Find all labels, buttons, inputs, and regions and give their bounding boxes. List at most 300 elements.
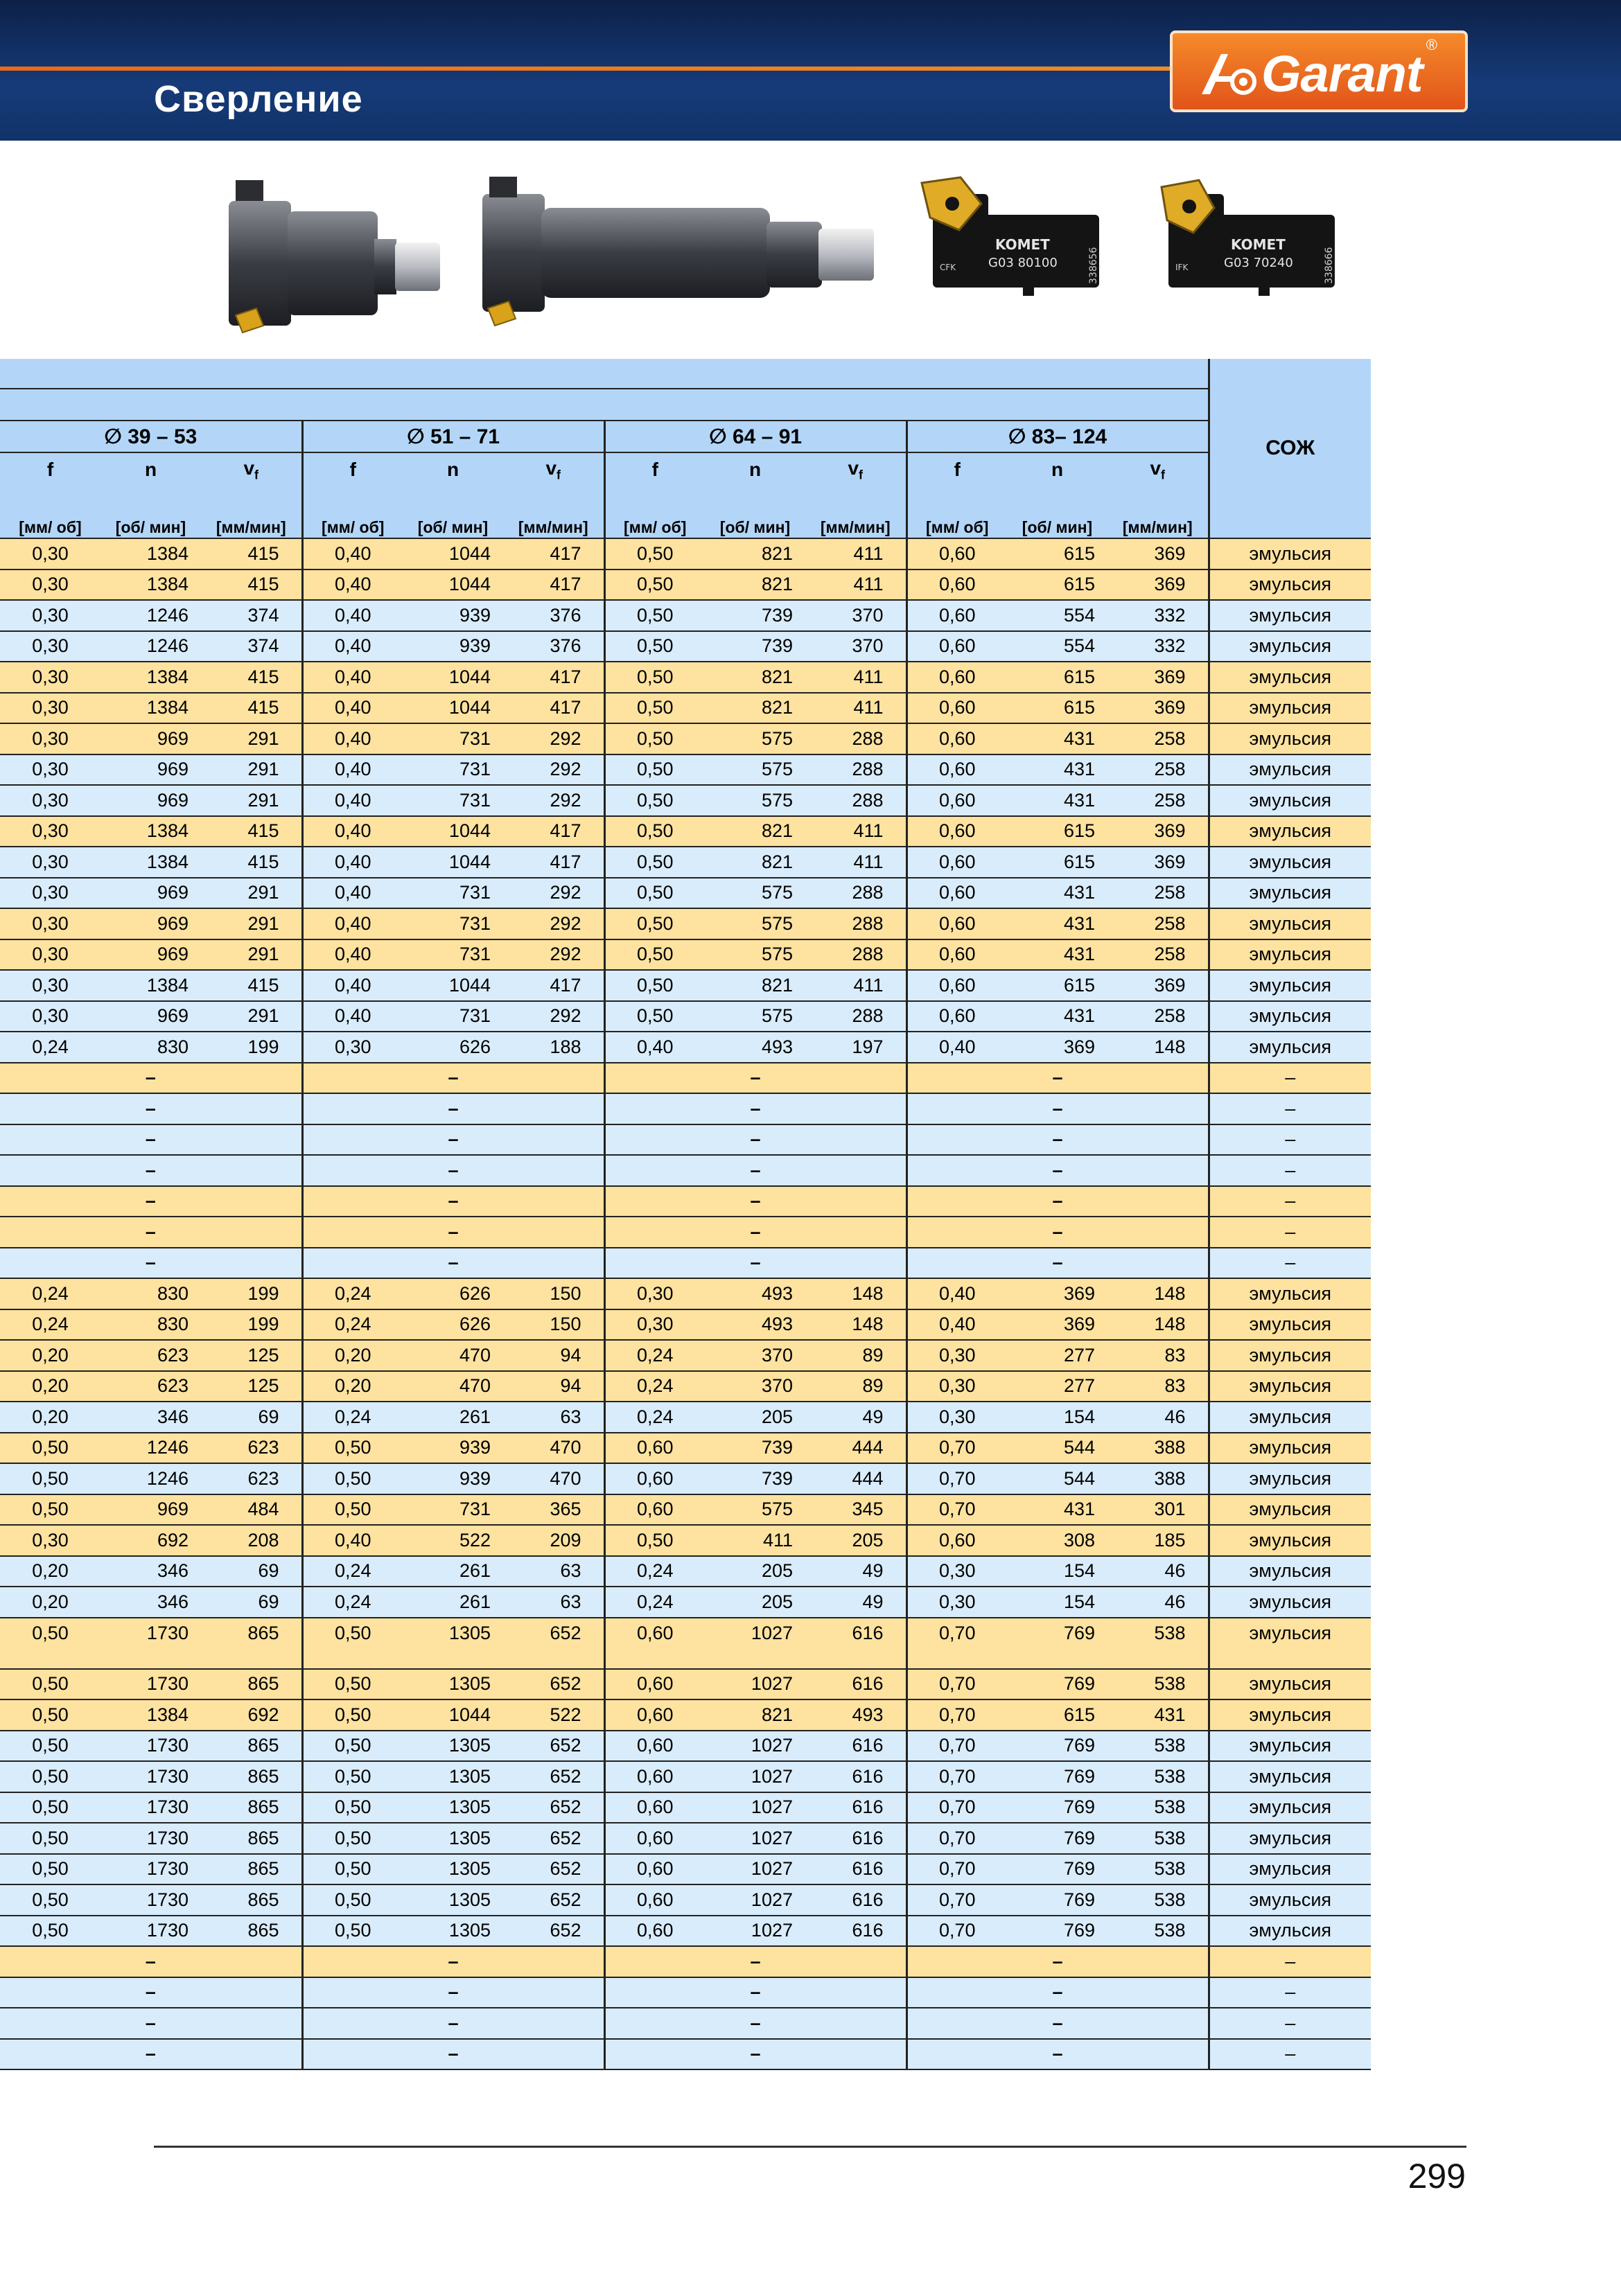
table-cell-f: 0,20 <box>0 1402 100 1433</box>
table-cell-n: 1027 <box>705 1854 805 1885</box>
table-row <box>0 1371 1371 1402</box>
table-cell-vf: 258 <box>1107 908 1209 939</box>
table-cell-coolant: эмульсия <box>1209 1884 1371 1916</box>
table-cell-n: 346 <box>100 1402 201 1433</box>
table-cell-f: 0,70 <box>906 1916 1007 1947</box>
table-cell-n: 969 <box>100 1001 201 1032</box>
param-row <box>0 452 1371 486</box>
table-cell-dash: – <box>0 2039 302 2070</box>
table-cell-vf: 538 <box>1107 1761 1209 1792</box>
table-cell-n: 411 <box>705 1525 805 1556</box>
table-cell-dash: – <box>302 1063 604 1094</box>
table-row <box>0 1669 1371 1700</box>
table-cell-vf: 415 <box>201 538 302 569</box>
table-cell-f: 0,70 <box>906 1823 1007 1854</box>
table-cell-f: 0,50 <box>604 970 705 1001</box>
unit-row <box>0 486 1371 538</box>
table-cell-vf: 288 <box>805 1001 906 1032</box>
table-cell-f: 0,50 <box>302 1494 403 1526</box>
table-row <box>0 1063 1371 1094</box>
table-cell-n: 731 <box>403 1001 503 1032</box>
table-cell-vf: 865 <box>201 1823 302 1854</box>
table-cell-f: 0,60 <box>604 1618 705 1669</box>
table-cell-f: 0,50 <box>0 1884 100 1916</box>
table-row <box>0 1884 1371 1916</box>
table-cell-n: 1027 <box>705 1669 805 1700</box>
table-cell-n: 626 <box>403 1278 503 1309</box>
table-cell-vf: 291 <box>201 878 302 909</box>
registered-mark: ® <box>1426 36 1437 53</box>
table-cell-f: 0,50 <box>0 1731 100 1762</box>
table-cell-n: 1027 <box>705 1884 805 1916</box>
drill-head-long-image <box>475 173 884 333</box>
unit-header: [об/ мин] <box>705 486 805 538</box>
table-cell-vf: 258 <box>1107 939 1209 971</box>
cutting-data-body <box>0 359 1371 2069</box>
table-cell-coolant: эмульсия <box>1209 1731 1371 1762</box>
table-row <box>0 939 1371 971</box>
table-cell-f: 0,50 <box>0 1494 100 1526</box>
table-cell-f: 0,50 <box>0 1761 100 1792</box>
table-cell-dash: – <box>604 1977 906 2008</box>
table-cell-vf: 538 <box>1107 1731 1209 1762</box>
table-cell-f: 0,50 <box>604 908 705 939</box>
table-cell-n: 1384 <box>100 569 201 601</box>
table-cell-f: 0,30 <box>0 816 100 847</box>
garant-logo-icon <box>1198 48 1260 98</box>
table-cell-f: 0,50 <box>0 1699 100 1731</box>
table-cell-vf: 417 <box>503 569 604 601</box>
table-cell-f: 0,30 <box>0 908 100 939</box>
table-cell-dash: – <box>604 1248 906 1279</box>
table-cell-vf: 411 <box>805 693 906 724</box>
table-cell-f: 0,24 <box>302 1556 403 1587</box>
table-cell-n: 431 <box>1007 939 1107 971</box>
table-cell-f: 0,50 <box>604 569 705 601</box>
table-cell-vf: 258 <box>1107 754 1209 786</box>
table-cell-dash: – <box>604 2008 906 2039</box>
table-cell-n: 1044 <box>403 970 503 1001</box>
table-cell-f: 0,40 <box>604 1032 705 1063</box>
table-cell-vf: 865 <box>201 1669 302 1700</box>
table-cell-n: 939 <box>403 1433 503 1464</box>
param-header-f: f <box>0 452 100 486</box>
table-cell-f: 0,50 <box>604 538 705 569</box>
table-cell-vf: 292 <box>503 723 604 754</box>
table-cell-n: 1730 <box>100 1854 201 1885</box>
table-cell-vf: 376 <box>503 631 604 662</box>
table-cell-vf: 301 <box>1107 1494 1209 1526</box>
unit-header: [мм/мин] <box>201 486 302 538</box>
table-cell-f: 0,70 <box>906 1854 1007 1885</box>
table-cell-f: 0,50 <box>302 1669 403 1700</box>
table-cell-vf: 652 <box>503 1823 604 1854</box>
table-cell-vf: 125 <box>201 1371 302 1402</box>
table-cell-n: 1246 <box>100 1433 201 1464</box>
table-cell-f: 0,60 <box>906 754 1007 786</box>
table-cell-n: 1730 <box>100 1731 201 1762</box>
table-cell-vf: 376 <box>503 600 604 631</box>
table-cell-f: 0,50 <box>604 939 705 971</box>
table-cell-coolant: – <box>1209 1248 1371 1279</box>
table-cell-n: 1027 <box>705 1761 805 1792</box>
table-cell-vf: 493 <box>805 1699 906 1731</box>
table-row <box>0 1977 1371 2008</box>
table-cell-vf: 369 <box>1107 970 1209 1001</box>
table-cell-vf: 288 <box>805 754 906 786</box>
unit-header: [мм/ об] <box>906 486 1007 538</box>
table-cell-f: 0,40 <box>302 878 403 909</box>
table-cell-vf: 652 <box>503 1792 604 1823</box>
table-cell-vf: 258 <box>1107 785 1209 816</box>
table-cell-f: 0,30 <box>0 878 100 909</box>
table-cell-vf: 63 <box>503 1556 604 1587</box>
table-cell-n: 277 <box>1007 1371 1107 1402</box>
table-row <box>0 723 1371 754</box>
table-cell-vf: 616 <box>805 1884 906 1916</box>
table-cell-n: 1305 <box>403 1669 503 1700</box>
table-cell-f: 0,30 <box>0 785 100 816</box>
table-cell-f: 0,50 <box>604 1001 705 1032</box>
table-cell-n: 1027 <box>705 1618 805 1669</box>
table-cell-vf: 94 <box>503 1371 604 1402</box>
table-row <box>0 1854 1371 1885</box>
param-header-n: n <box>1007 452 1107 486</box>
table-cell-vf: 444 <box>805 1463 906 1494</box>
table-cell-coolant: эмульсия <box>1209 1309 1371 1341</box>
table-cell-vf: 415 <box>201 662 302 693</box>
table-cell-f: 0,24 <box>604 1340 705 1371</box>
table-cell-vf: 291 <box>201 1001 302 1032</box>
table-cell-vf: 444 <box>805 1433 906 1464</box>
product-images <box>0 152 1621 346</box>
table-cell-dash: – <box>906 2008 1209 2039</box>
table-cell-f: 0,70 <box>906 1884 1007 1916</box>
unit-header: [об/ мин] <box>403 486 503 538</box>
table-cell-n: 261 <box>403 1556 503 1587</box>
table-cell-vf: 616 <box>805 1761 906 1792</box>
unit-header: [мм/мин] <box>1107 486 1209 538</box>
table-cell-n: 615 <box>1007 970 1107 1001</box>
table-cell-f: 0,20 <box>0 1340 100 1371</box>
table-cell-dash: – <box>604 1093 906 1124</box>
table-row <box>0 1032 1371 1063</box>
table-cell-f: 0,30 <box>604 1309 705 1341</box>
table-cell-vf: 332 <box>1107 631 1209 662</box>
table-cell-f: 0,60 <box>906 908 1007 939</box>
table-cell-n: 431 <box>1007 723 1107 754</box>
table-cell-vf: 46 <box>1107 1587 1209 1618</box>
table-cell-coolant: эмульсия <box>1209 723 1371 754</box>
table-cell-f: 0,30 <box>0 970 100 1001</box>
table-cell-n: 431 <box>1007 908 1107 939</box>
table-cell-vf: 291 <box>201 754 302 786</box>
table-cell-coolant: эмульсия <box>1209 1761 1371 1792</box>
table-row <box>0 662 1371 693</box>
table-cell-n: 769 <box>1007 1916 1107 1947</box>
table-row <box>0 693 1371 724</box>
param-header-vf: $v_f$ <box>1107 452 1209 486</box>
table-row <box>0 1309 1371 1341</box>
table-cell-n: 731 <box>403 1494 503 1526</box>
table-cell-vf: 292 <box>503 878 604 909</box>
table-cell-f: 0,40 <box>302 939 403 971</box>
table-cell-n: 769 <box>1007 1731 1107 1762</box>
table-row <box>0 785 1371 816</box>
table-cell-dash: – <box>604 1217 906 1248</box>
table-cell-n: 575 <box>705 908 805 939</box>
table-cell-dash: – <box>302 1217 604 1248</box>
table-cell-vf: 538 <box>1107 1792 1209 1823</box>
table-cell-dash: – <box>302 2008 604 2039</box>
table-cell-vf: 417 <box>503 662 604 693</box>
table-cell-coolant: – <box>1209 2039 1371 2070</box>
table-cell-coolant: – <box>1209 1063 1371 1094</box>
table-cell-n: 1384 <box>100 538 201 569</box>
table-cell-n: 769 <box>1007 1618 1107 1669</box>
table-cell-f: 0,24 <box>0 1032 100 1063</box>
table-row <box>0 1792 1371 1823</box>
table-cell-n: 731 <box>403 878 503 909</box>
table-cell-n: 575 <box>705 785 805 816</box>
table-cell-n: 769 <box>1007 1854 1107 1885</box>
table-cell-f: 0,50 <box>302 1916 403 1947</box>
table-cell-n: 769 <box>1007 1669 1107 1700</box>
table-cell-vf: 431 <box>1107 1699 1209 1731</box>
table-cell-n: 431 <box>1007 785 1107 816</box>
table-cell-dash: – <box>302 1977 604 2008</box>
table-cell-vf: 865 <box>201 1761 302 1792</box>
table-cell-n: 1246 <box>100 600 201 631</box>
table-cell-vf: 369 <box>1107 538 1209 569</box>
table-cell-coolant: эмульсия <box>1209 538 1371 569</box>
table-cell-f: 0,50 <box>604 754 705 786</box>
table-row <box>0 1155 1371 1186</box>
table-cell-n: 821 <box>705 816 805 847</box>
table-cell-vf: 258 <box>1107 878 1209 909</box>
table-cell-vf: 292 <box>503 908 604 939</box>
table-cell-vf: 288 <box>805 939 906 971</box>
table-cell-f: 0,50 <box>0 1618 100 1669</box>
table-cell-n: 1305 <box>403 1792 503 1823</box>
table-cell-f: 0,40 <box>302 723 403 754</box>
table-row <box>0 878 1371 909</box>
table-cell-vf: 69 <box>201 1556 302 1587</box>
table-cell-f: 0,20 <box>302 1371 403 1402</box>
table-cell-n: 1730 <box>100 1916 201 1947</box>
table-cell-vf: 332 <box>1107 600 1209 631</box>
table-row <box>0 1248 1371 1279</box>
table-cell-f: 0,30 <box>906 1587 1007 1618</box>
table-cell-dash: – <box>906 2039 1209 2070</box>
table-cell-n: 1044 <box>403 569 503 601</box>
param-header-f: f <box>604 452 705 486</box>
table-cell-vf: 49 <box>805 1402 906 1433</box>
table-cell-dash: – <box>0 1248 302 1279</box>
table-cell-vf: 616 <box>805 1792 906 1823</box>
table-cell-vf: 374 <box>201 631 302 662</box>
table-cell-n: 431 <box>1007 754 1107 786</box>
unit-header: [мм/ об] <box>302 486 403 538</box>
table-cell-f: 0,20 <box>0 1371 100 1402</box>
param-header-vf: $v_f$ <box>201 452 302 486</box>
table-cell-f: 0,24 <box>604 1587 705 1618</box>
drill-head-short-image <box>222 173 450 346</box>
table-cell-coolant: эмульсия <box>1209 693 1371 724</box>
table-cell-f: 0,20 <box>302 1340 403 1371</box>
table-cell-f: 0,50 <box>604 785 705 816</box>
table-cell-vf: 369 <box>1107 662 1209 693</box>
table-cell-coolant: эмульсия <box>1209 1494 1371 1526</box>
table-cell-coolant: эмульсия <box>1209 1525 1371 1556</box>
table-row <box>0 1618 1371 1669</box>
table-cell-dash: – <box>906 1124 1209 1156</box>
table-cell-f: 0,24 <box>604 1402 705 1433</box>
table-cell-n: 1027 <box>705 1823 805 1854</box>
table-cell-n: 1384 <box>100 816 201 847</box>
table-cell-dash: – <box>302 1946 604 1977</box>
table-cell-f: 0,70 <box>906 1731 1007 1762</box>
table-cell-dash: – <box>604 1946 906 1977</box>
table-row <box>0 1217 1371 1248</box>
table-cell-coolant: эмульсия <box>1209 1463 1371 1494</box>
table-cell-dash: – <box>604 2039 906 2070</box>
table-cell-f: 0,40 <box>906 1278 1007 1309</box>
table-cell-coolant: – <box>1209 1946 1371 1977</box>
table-cell-f: 0,70 <box>906 1761 1007 1792</box>
table-cell-f: 0,50 <box>604 816 705 847</box>
cartridge-1-side: CFK <box>940 263 956 272</box>
table-cell-coolant: эмульсия <box>1209 908 1371 939</box>
table-cell-n: 1305 <box>403 1823 503 1854</box>
table-cell-f: 0,50 <box>302 1854 403 1885</box>
table-cell-coolant: эмульсия <box>1209 1556 1371 1587</box>
table-cell-vf: 411 <box>805 816 906 847</box>
table-cell-f: 0,50 <box>0 1792 100 1823</box>
table-cell-f: 0,50 <box>604 878 705 909</box>
table-cell-n: 369 <box>1007 1278 1107 1309</box>
table-cell-n: 821 <box>705 1699 805 1731</box>
table-cell-f: 0,60 <box>906 847 1007 878</box>
table-cell-dash: – <box>906 1217 1209 1248</box>
table-cell-n: 1384 <box>100 662 201 693</box>
table-cell-vf: 148 <box>805 1278 906 1309</box>
table-cell-f: 0,40 <box>302 600 403 631</box>
table-cell-vf: 415 <box>201 816 302 847</box>
diameter-group-header: ∅ 83– 124 <box>906 421 1209 452</box>
table-cell-f: 0,70 <box>906 1699 1007 1731</box>
table-cell-f: 0,20 <box>0 1556 100 1587</box>
table-cell-n: 615 <box>1007 662 1107 693</box>
table-cell-n: 969 <box>100 878 201 909</box>
table-cell-n: 939 <box>403 600 503 631</box>
table-cell-n: 1044 <box>403 816 503 847</box>
diameter-group-header: ∅ 64 – 91 <box>604 421 906 452</box>
table-row <box>0 1402 1371 1433</box>
table-cell-f: 0,50 <box>302 1731 403 1762</box>
table-cell-vf: 148 <box>805 1309 906 1341</box>
brand-name: Garant <box>1261 45 1423 103</box>
table-cell-n: 830 <box>100 1032 201 1063</box>
table-cell-f: 0,24 <box>0 1278 100 1309</box>
table-cell-coolant: эмульсия <box>1209 1340 1371 1371</box>
table-cell-coolant: эмульсия <box>1209 1402 1371 1433</box>
table-cell-vf: 150 <box>503 1309 604 1341</box>
table-cell-f: 0,30 <box>0 600 100 631</box>
table-cell-vf: 623 <box>201 1433 302 1464</box>
table-cell-vf: 865 <box>201 1792 302 1823</box>
table-cell-dash: – <box>302 1124 604 1156</box>
table-cell-f: 0,40 <box>302 693 403 724</box>
table-cell-vf: 94 <box>503 1340 604 1371</box>
table-cell-vf: 415 <box>201 693 302 724</box>
table-cell-vf: 652 <box>503 1761 604 1792</box>
table-cell-f: 0,30 <box>0 939 100 971</box>
table-cell-vf: 148 <box>1107 1278 1209 1309</box>
table-cell-n: 1044 <box>403 693 503 724</box>
table-cell-n: 493 <box>705 1309 805 1341</box>
cutting-data-grid <box>0 359 1371 2070</box>
table-cell-dash: – <box>0 1217 302 1248</box>
table-cell-vf: 865 <box>201 1884 302 1916</box>
table-cell-f: 0,50 <box>302 1618 403 1669</box>
table-cell-dash: – <box>0 1093 302 1124</box>
table-cell-n: 1027 <box>705 1731 805 1762</box>
table-cell-f: 0,60 <box>906 600 1007 631</box>
table-cell-f: 0,40 <box>906 1309 1007 1341</box>
table-cell-coolant: – <box>1209 1155 1371 1186</box>
table-cell-f: 0,30 <box>906 1371 1007 1402</box>
table-cell-f: 0,60 <box>906 939 1007 971</box>
table-cell-vf: 292 <box>503 939 604 971</box>
table-cell-n: 739 <box>705 600 805 631</box>
table-cell-n: 821 <box>705 538 805 569</box>
table-cell-n: 623 <box>100 1340 201 1371</box>
table-cell-dash: – <box>0 1946 302 1977</box>
table-cell-f: 0,40 <box>302 569 403 601</box>
table-cell-f: 0,70 <box>906 1669 1007 1700</box>
table-row <box>0 1340 1371 1371</box>
table-cell-vf: 538 <box>1107 1884 1209 1916</box>
table-cell-vf: 415 <box>201 569 302 601</box>
table-row <box>0 2039 1371 2070</box>
table-cell-f: 0,30 <box>0 847 100 878</box>
table-cell-coolant: эмульсия <box>1209 1001 1371 1032</box>
table-cell-coolant: эмульсия <box>1209 1032 1371 1063</box>
param-header-n: n <box>403 452 503 486</box>
table-cell-vf: 652 <box>503 1731 604 1762</box>
table-cell-f: 0,60 <box>604 1792 705 1823</box>
table-cell-vf: 411 <box>805 569 906 601</box>
table-cell-coolant: эмульсия <box>1209 1854 1371 1885</box>
table-cell-vf: 865 <box>201 1731 302 1762</box>
table-cell-n: 1246 <box>100 1463 201 1494</box>
table-cell-vf: 291 <box>201 939 302 971</box>
table-cell-dash: – <box>0 1124 302 1156</box>
table-cell-n: 769 <box>1007 1884 1107 1916</box>
table-cell-vf: 370 <box>805 600 906 631</box>
table-cell-n: 1044 <box>403 1699 503 1731</box>
table-cell-f: 0,40 <box>302 970 403 1001</box>
table-cell-vf: 374 <box>201 600 302 631</box>
table-cell-n: 769 <box>1007 1792 1107 1823</box>
table-cell-n: 969 <box>100 939 201 971</box>
unit-header: [мм/ об] <box>604 486 705 538</box>
table-cell-coolant: эмульсия <box>1209 1371 1371 1402</box>
table-cell-n: 1305 <box>403 1854 503 1885</box>
table-cell-vf: 388 <box>1107 1463 1209 1494</box>
table-cell-n: 346 <box>100 1556 201 1587</box>
